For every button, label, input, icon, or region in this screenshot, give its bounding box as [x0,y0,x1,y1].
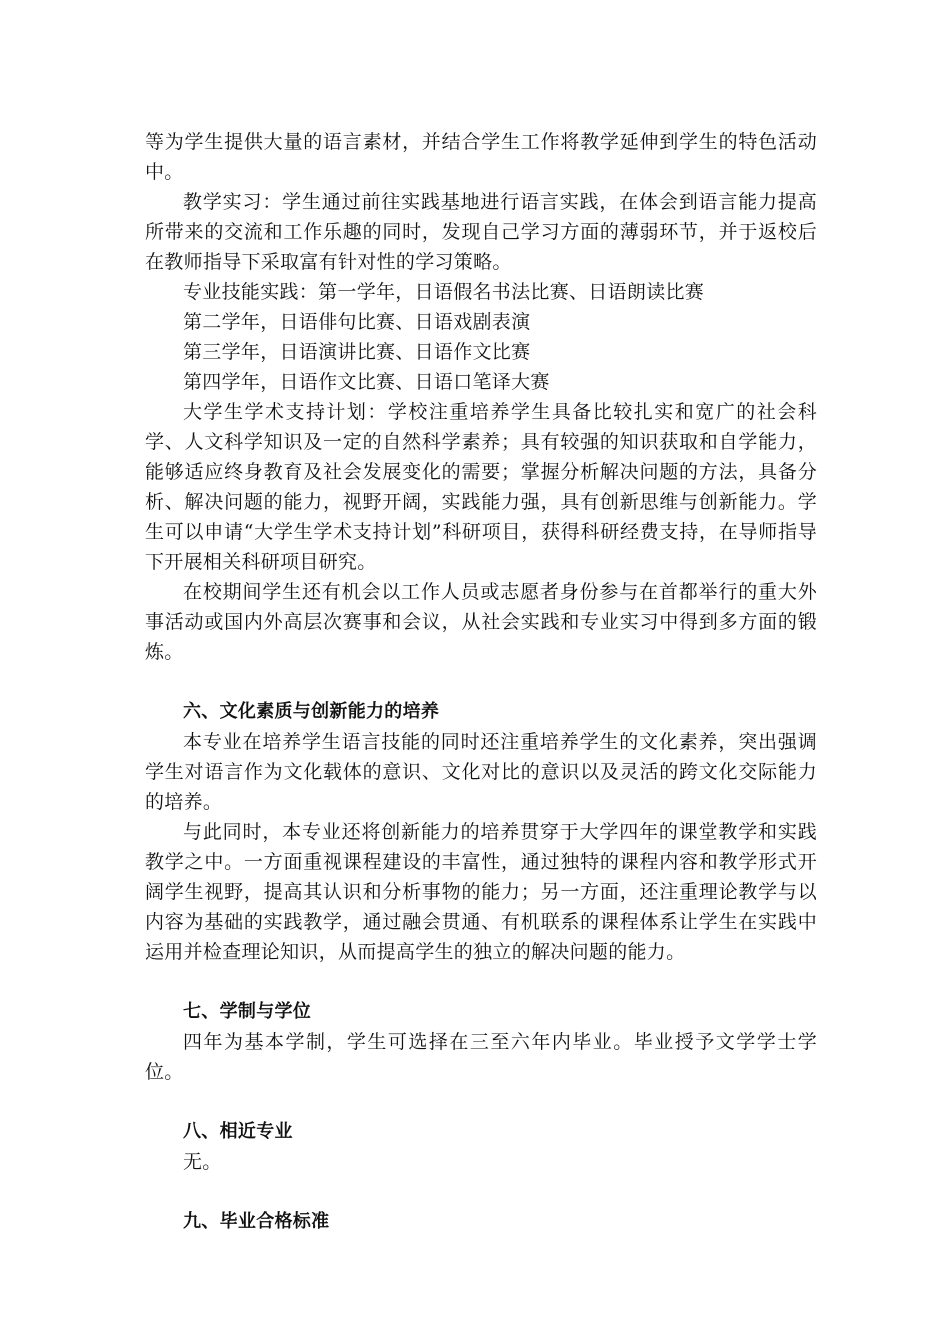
document-body [145,127,817,1237]
paragraph-academic-support-plan: 大学生学术支持计划：学校注重培养学生具备比较扎实和宽广的社会科学、人文科学知识及一定的自然科学素养；具有较强的知识获取和自学能力，能够适应终身教育及社会发展变化的需要；掌握分析解决问题的方法，具备分析、解决问题的能力，视野开阔，实践能力强，具有创新思维与创新能力。学生可以申请“大学生学术支持计划”科研项目，获得科研经费支持，在导师指导下开展相关科研项目研究。 [145,401,817,573]
paragraph-skills-practice-year2: 第二学年，日语俳句比赛、日语戏剧表演 [183,311,531,333]
section-heading-duration-degree: 七、学制与学位 [183,1001,312,1022]
section-heading-culture-innovation: 六、文化素质与创新能力的培养 [183,701,440,722]
paragraph-skills-practice-year4: 第四学年，日语作文比赛、日语口笔译大赛 [183,371,550,393]
section-spacer [145,1087,817,1117]
paragraph-related-majors: 无。 [183,1151,222,1173]
paragraph-innovation-ability: 与此同时，本专业还将创新能力的培养贯穿于大学四年的课堂教学和实践教学之中。一方面重视课程建设的丰富性，通过独特的课程内容和教学形式开阔学生视野，提高其认识和分析事物的能力；另一方面，还注重理论教学与以内容为基础的实践教学，通过融会贯通、有机联系的课程体系让学生在实践中运用并检查理论知识，从而提高学生的独立的解决问题的能力。 [145,821,817,963]
section-spacer [145,1177,817,1207]
section-spacer [145,667,817,697]
paragraph-skills-practice-year1: 专业技能实践：第一学年，日语假名书法比赛、日语朗读比赛 [183,281,705,303]
section-heading-graduation-standards: 九、毕业合格标准 [183,1211,330,1232]
paragraph-duration-degree: 四年为基本学制，学生可选择在三至六年内毕业。毕业授予文学学士学位。 [145,1031,817,1083]
paragraph-skills-practice-year3: 第三学年，日语演讲比赛、日语作文比赛 [183,341,531,363]
paragraph-volunteer-activities: 在校期间学生还有机会以工作人员或志愿者身份参与在首都举行的重大外事活动或国内外高层次赛事和会议，从社会实践和专业实习中得到多方面的锻炼。 [145,581,817,663]
section-spacer [145,967,817,997]
paragraph-culture-literacy: 本专业在培养学生语言技能的同时还注重培养学生的文化素养，突出强调学生对语言作为文化载体的意识、文化对比的意识以及灵活的跨文化交际能力的培养。 [145,731,817,813]
paragraph-continuation: 等为学生提供大量的语言素材，并结合学生工作将教学延伸到学生的特色活动中。 [145,131,817,183]
section-heading-related-majors: 八、相近专业 [183,1121,293,1142]
paragraph-teaching-internship: 教学实习：学生通过前往实践基地进行语言实践，在体会到语言能力提高所带来的交流和工作乐趣的同时，发现自己学习方面的薄弱环节，并于返校后在教师指导下采取富有针对性的学习策略。 [145,191,817,273]
